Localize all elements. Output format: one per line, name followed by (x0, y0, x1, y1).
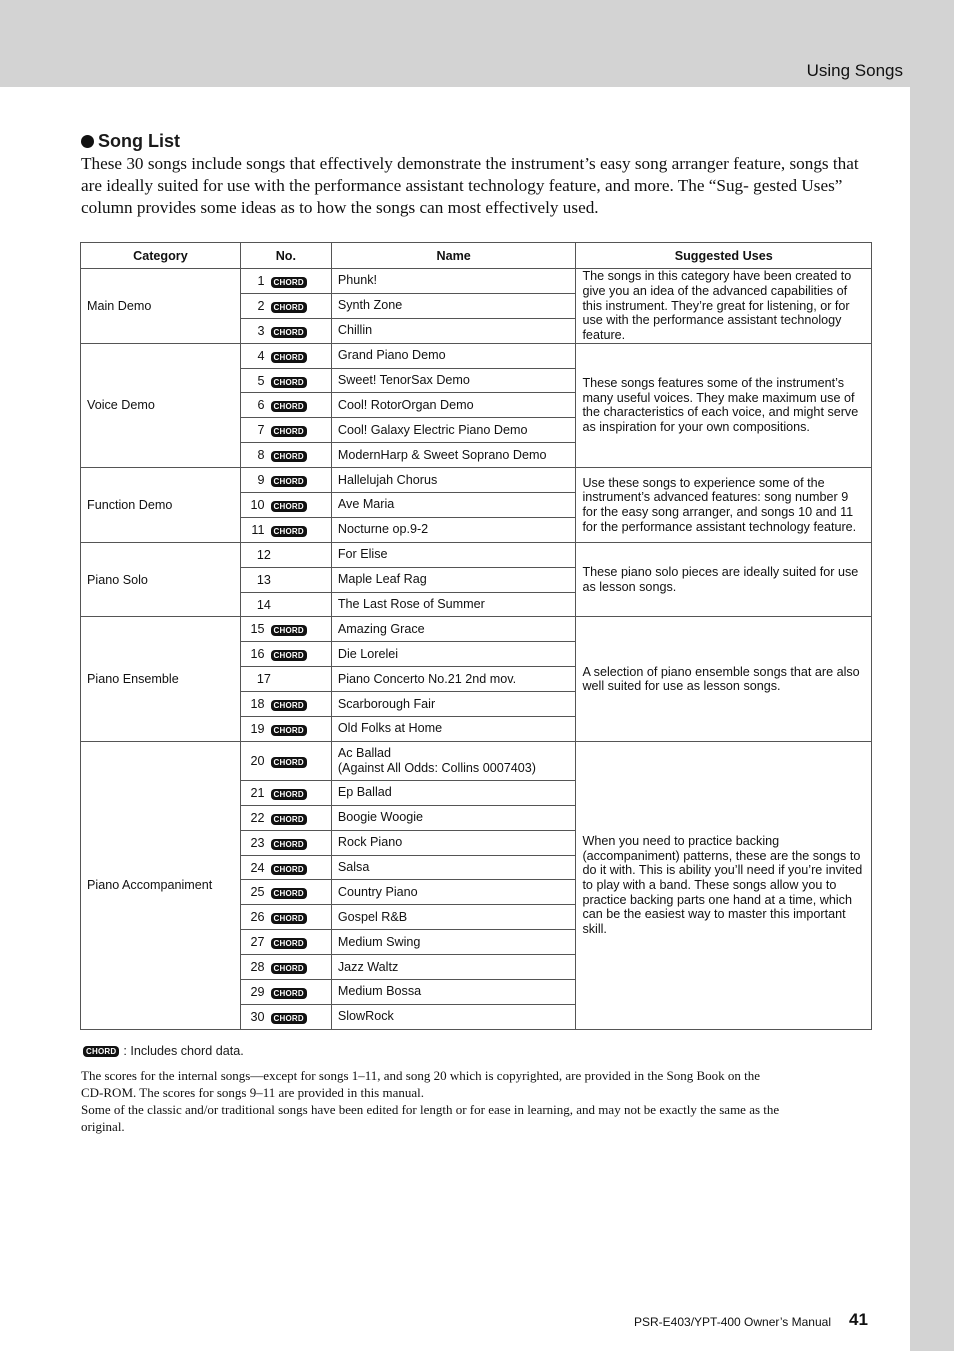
category-cell: Piano Ensemble (81, 617, 241, 741)
suggested-uses-cell: These songs features some of the instrument’s many useful voices. They make maximum use of the characteristics of each voice, and might serve as inspiration for your own compositions. (576, 343, 872, 467)
song-name: Piano Concerto No.21 2nd mov. (337, 671, 517, 686)
song-number: 16 (250, 647, 265, 662)
song-name-cell (331, 617, 576, 642)
song-number: 21 (250, 785, 265, 800)
song-name-cell (331, 368, 576, 393)
song-number: 17 (256, 672, 271, 687)
song-name-cell (331, 517, 576, 542)
song-name: Synth Zone (337, 298, 403, 313)
chord-badge-icon: CHORD (271, 789, 307, 800)
heading-text: Song List (98, 131, 180, 151)
song-number-cell (240, 368, 331, 393)
chord-badge-icon: CHORD (271, 401, 307, 412)
song-number: 11 (251, 522, 265, 537)
song-name-cell (331, 930, 576, 955)
song-number-cell (240, 692, 331, 717)
song-name: Old Folks at Home (337, 721, 443, 736)
table-row (81, 343, 872, 368)
song-number: 13 (256, 572, 271, 587)
song-number-cell (240, 567, 331, 592)
edit-note: Some of the classic and/or traditional songs have been edited for length or for ease in learning, and may not be exactly the same as the original. (81, 1102, 780, 1134)
song-number-cell (240, 1004, 331, 1029)
song-number: 3 (257, 323, 265, 338)
suggested-uses-cell: These piano solo pieces are ideally suited for use as lesson songs. (576, 542, 872, 617)
chord-badge-icon: CHORD (271, 839, 307, 850)
song-number: 22 (250, 810, 265, 825)
song-name-cell (331, 293, 576, 318)
song-name-cell (331, 905, 576, 930)
song-name: Ep Ballad (337, 785, 392, 800)
song-list-table (80, 242, 872, 1030)
song-number: 10 (250, 497, 265, 512)
song-name-cell (331, 741, 576, 780)
score-note: The scores for the internal songs—except for songs 1–11, and song 20 which is copyrighted, are provided in the Song Book on the CD-ROM. The scores for songs 9–11 are provided in this manual. (81, 1068, 760, 1100)
song-name-cell (331, 592, 576, 617)
song-name-cell (331, 269, 576, 294)
header-uses: Suggested Uses (576, 243, 872, 269)
chord-badge-icon: CHORD (271, 352, 307, 363)
song-number: 30 (250, 1009, 265, 1024)
song-number: 15 (250, 622, 265, 637)
chord-badge-icon: CHORD (271, 302, 307, 313)
suggested-uses-cell: Use these songs to experience some of the instrument’s advanced features: song number 9 for the easy song arranger, and songs 10 and 11 for the performance assistant technology feature. (576, 468, 872, 543)
song-name-cell (331, 393, 576, 418)
song-number-cell (240, 493, 331, 518)
song-number: 18 (250, 697, 265, 712)
legend-text: : Includes chord data. (123, 1044, 244, 1058)
song-name: Ac Ballad (337, 745, 392, 760)
chord-badge-icon: CHORD (271, 938, 307, 949)
song-number-cell (240, 542, 331, 567)
chord-badge-icon: CHORD (83, 1046, 119, 1057)
song-number: 8 (257, 448, 265, 463)
suggested-uses-cell: The songs in this category have been created to give you an idea of the advanced capabilities of this instrument. They’re great for listening, or for use with the performance assistant technology feature. (576, 269, 872, 344)
song-name: Gospel R&B (337, 909, 408, 924)
chord-badge-icon: CHORD (271, 814, 307, 825)
song-name: Jazz Waltz (337, 959, 399, 974)
song-number-cell (240, 905, 331, 930)
song-name-cell (331, 667, 576, 692)
song-name-cell (331, 980, 576, 1005)
song-number: 9 (257, 473, 265, 488)
song-number: 27 (250, 935, 265, 950)
song-number-cell (240, 517, 331, 542)
song-number: 4 (257, 348, 265, 363)
song-number-cell (240, 443, 331, 468)
chord-badge-icon: CHORD (271, 377, 307, 388)
song-number-cell (240, 717, 331, 742)
table-row (81, 617, 872, 642)
chord-badge-icon: CHORD (271, 451, 307, 462)
chord-badge-icon: CHORD (271, 888, 307, 899)
song-name-cell (331, 955, 576, 980)
song-number: 14 (256, 597, 271, 612)
chord-badge-icon: CHORD (271, 650, 307, 661)
category-cell: Function Demo (81, 468, 241, 543)
chord-badge-icon: CHORD (271, 501, 307, 512)
song-number-cell (240, 880, 331, 905)
song-name: Ave Maria (337, 497, 395, 512)
song-name: Medium Bossa (337, 984, 422, 999)
song-name: Chillin (337, 323, 373, 338)
song-number: 26 (250, 910, 265, 925)
song-number: 20 (250, 753, 265, 768)
song-name: Sweet! TenorSax Demo (337, 373, 470, 387)
chord-badge-icon: CHORD (271, 864, 307, 875)
song-number-cell (240, 318, 331, 343)
song-name-cell (331, 443, 576, 468)
song-number-cell (240, 343, 331, 368)
song-number-cell (240, 667, 331, 692)
category-cell: Voice Demo (81, 343, 241, 467)
song-number: 1 (257, 273, 265, 288)
song-number: 25 (250, 885, 265, 900)
header-name: Name (331, 243, 576, 269)
song-number-cell (240, 805, 331, 830)
song-name-subtitle: (Against All Odds: Collins 0007403) (337, 760, 536, 775)
song-name: Phunk! (337, 273, 378, 288)
song-name: Boogie Woogie (337, 810, 424, 825)
suggested-uses-cell: When you need to practice backing (accompaniment) patterns, these are the songs to do it with. This is ability you’ll need if you’re invited to play with a band. These songs allow you to practice backing parts one hand at a time, which can be the easiest way to master this important skill. (576, 741, 872, 1029)
chord-badge-icon: CHORD (271, 913, 307, 924)
song-number: 23 (250, 835, 265, 850)
song-number-cell (240, 780, 331, 805)
song-name-cell (331, 880, 576, 905)
song-number-cell (240, 955, 331, 980)
table-row (81, 269, 872, 294)
song-number: 12 (256, 547, 271, 562)
table-row (81, 741, 872, 780)
header-category: Category (81, 243, 241, 269)
category-cell: Main Demo (81, 269, 241, 344)
song-number-cell (240, 269, 331, 294)
song-number-cell (240, 855, 331, 880)
song-number: 5 (257, 373, 265, 388)
song-name-cell (331, 468, 576, 493)
song-number: 7 (257, 423, 265, 438)
song-number-cell (240, 642, 331, 667)
chord-badge-icon: CHORD (271, 625, 307, 636)
chord-badge-icon: CHORD (271, 327, 307, 338)
song-name: Cool! RotorOrgan Demo (337, 397, 474, 412)
song-name: Rock Piano (337, 835, 403, 850)
song-number: 29 (250, 984, 265, 999)
intro-paragraph: These 30 songs include songs that effectively demonstrate the instrument’s easy song arranger feature, songs that are ideally suited for use with the performance assistant technology feature, and more. The “Sug- gested Uses” column provides some ideas as to how the songs can most effectively used. (81, 154, 859, 217)
song-number-cell (240, 741, 331, 780)
song-name-cell (331, 717, 576, 742)
song-number-cell (240, 980, 331, 1005)
song-table-body (81, 269, 872, 1030)
chord-badge-icon: CHORD (271, 476, 307, 487)
suggested-uses-cell: A selection of piano ensemble songs that are also well suited for use as lesson songs. (576, 617, 872, 741)
chord-badge-icon: CHORD (271, 725, 307, 736)
header-no: No. (240, 243, 331, 269)
song-name-cell (331, 1004, 576, 1029)
song-number: 6 (257, 398, 265, 413)
song-name-cell (331, 318, 576, 343)
chord-badge-icon: CHORD (271, 526, 307, 537)
song-name: Country Piano (337, 884, 418, 899)
song-name-cell (331, 805, 576, 830)
song-name: For Elise (337, 547, 388, 562)
song-name-cell (331, 780, 576, 805)
song-name-cell (331, 567, 576, 592)
category-cell: Piano Accompaniment (81, 741, 241, 1029)
song-number: 28 (250, 960, 265, 975)
song-name: The Last Rose of Summer (337, 597, 485, 612)
song-number-cell (240, 293, 331, 318)
song-number-cell (240, 592, 331, 617)
song-name-cell (331, 493, 576, 518)
chord-badge-icon: CHORD (271, 1013, 307, 1024)
song-number: 2 (257, 298, 265, 313)
song-number-cell (240, 617, 331, 642)
song-name: SlowRock (337, 1009, 394, 1024)
song-number-cell (240, 393, 331, 418)
song-number-cell (240, 930, 331, 955)
table-row (81, 468, 872, 493)
song-name-cell (331, 642, 576, 667)
footer-manual-title: PSR-E403/YPT-400 Owner’s Manual (634, 1315, 831, 1329)
song-name: Scarborough Fair (337, 696, 436, 711)
chord-badge-icon: CHORD (271, 963, 307, 974)
song-name: ModernHarp & Sweet Soprano Demo (337, 447, 547, 462)
song-name-cell (331, 855, 576, 880)
category-cell: Piano Solo (81, 542, 241, 617)
bullet-icon (81, 135, 94, 148)
chord-badge-icon: CHORD (271, 700, 307, 711)
song-name: Die Lorelei (337, 646, 399, 661)
song-name: Nocturne op.9-2 (337, 522, 429, 537)
song-name-cell (331, 343, 576, 368)
song-name-cell (331, 830, 576, 855)
song-name: Grand Piano Demo (337, 348, 446, 363)
chord-badge-icon: CHORD (271, 277, 307, 288)
song-number-cell (240, 418, 331, 443)
song-name: Medium Swing (337, 934, 421, 949)
song-name-cell (331, 542, 576, 567)
song-number: 24 (250, 860, 265, 875)
song-number: 19 (250, 721, 265, 736)
chord-badge-icon: CHORD (271, 757, 307, 768)
song-name: Salsa (337, 860, 370, 875)
section-title: Using Songs (806, 61, 903, 80)
page-number: 41 (849, 1310, 868, 1329)
chord-badge-icon: CHORD (271, 426, 307, 437)
side-band (910, 87, 954, 1351)
song-number-cell (240, 468, 331, 493)
song-name-cell (331, 692, 576, 717)
song-name: Cool! Galaxy Electric Piano Demo (337, 422, 528, 437)
song-name-cell (331, 418, 576, 443)
song-name: Maple Leaf Rag (337, 572, 427, 587)
song-list-heading (81, 131, 180, 152)
chord-badge-icon: CHORD (271, 988, 307, 999)
table-row (81, 542, 872, 567)
song-number-cell (240, 830, 331, 855)
song-name: Hallelujah Chorus (337, 472, 438, 487)
table-header-row (81, 243, 872, 269)
chord-legend (83, 1044, 244, 1058)
song-name: Amazing Grace (337, 621, 425, 636)
